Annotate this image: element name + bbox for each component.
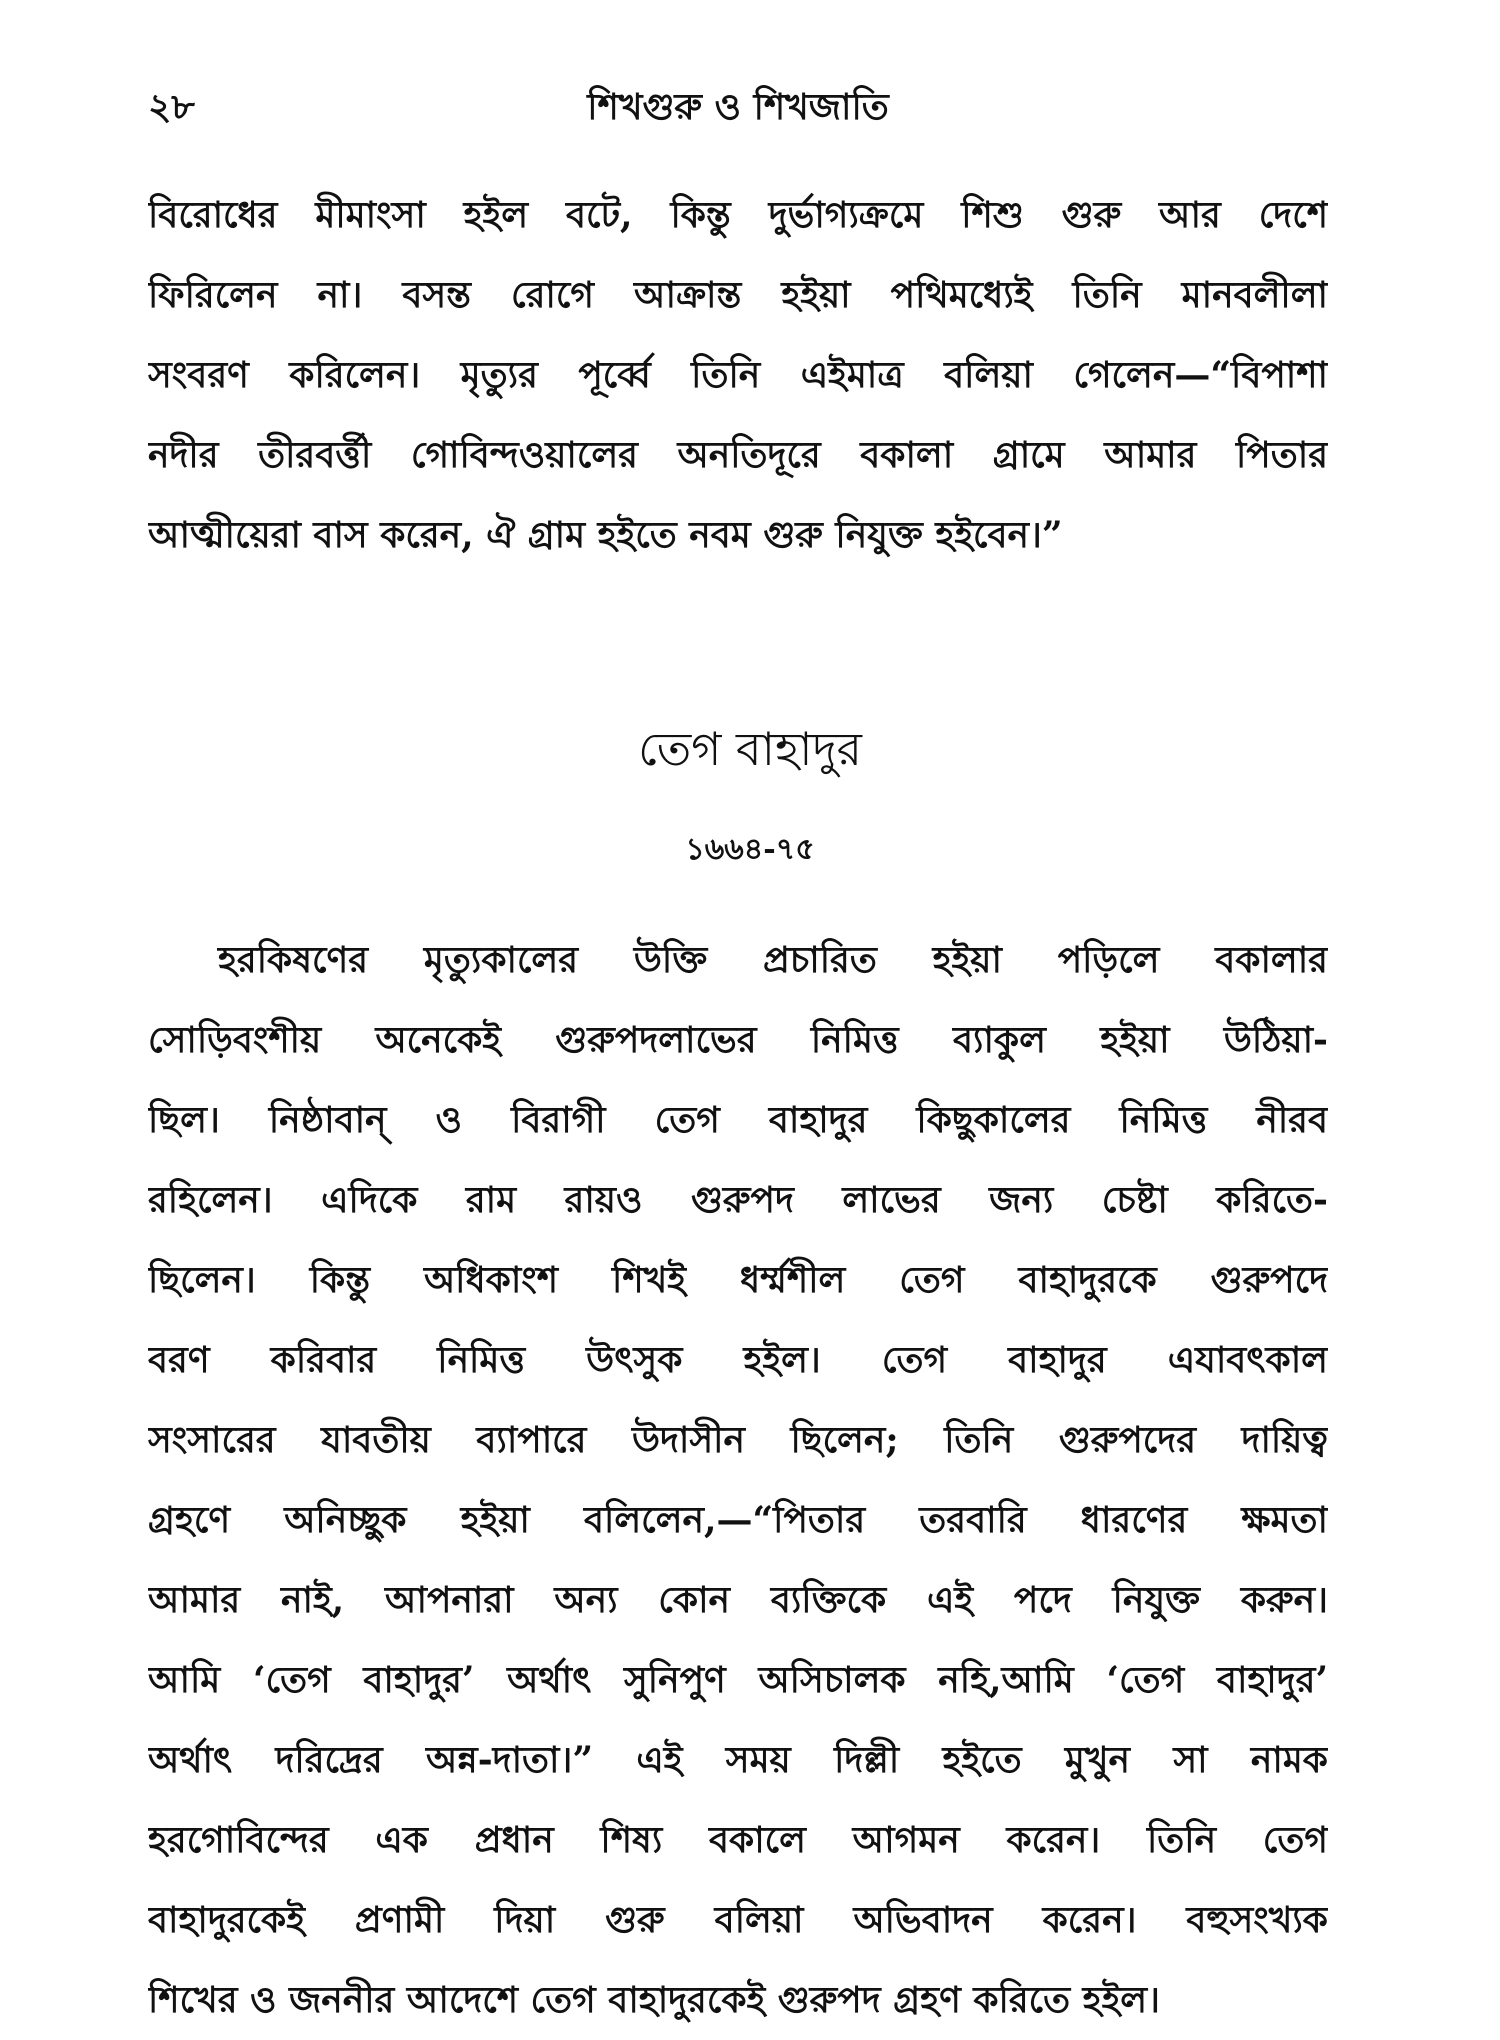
text-line: ফিরিলেন না। বসন্ত রোগে আক্রান্ত হইয়া পথিমধ্যেই তিনি মানবলীলা — [148, 274, 1328, 316]
text-line: ছিলেন। কিন্তু অধিকাংশ শিখই ধর্ম্মশীল তেগ বাহাদুরকে গুরুপদে — [148, 1259, 1328, 1301]
text-line: গ্রহণে অনিচ্ছুক হইয়া বলিলেন,—“পিতার তরবারি ধারণের ক্ষমতা — [148, 1499, 1328, 1541]
book-title: শিখগুরু ও শিখজাতি — [587, 86, 889, 128]
text-line: হরগোবিন্দের এক প্রধান শিষ্য বকালে আগমন করেন। তিনি তেগ — [148, 1819, 1328, 1861]
text-line: সংসারের যাবতীয় ব্যাপারে উদাসীন ছিলেন; তিনি গুরুপদের দায়িত্ব — [148, 1419, 1328, 1461]
text-line: বাহাদুরকেই প্রণামী দিয়া গুরু বলিয়া অভিবাদন করেন। বহুসংখ্যক — [148, 1899, 1328, 1941]
section-years: ১৬৬৪-৭৫ — [685, 832, 815, 867]
text-line: সোড়িবংশীয় অনেকেই গুরুপদলাভের নিমিত্ত ব্যাকুল হইয়া উঠিয়া- — [148, 1019, 1328, 1061]
paragraph-continued — [148, 175, 1328, 575]
text-line: আত্মীয়েরা বাস করেন, ঐ গ্রাম হইতে নবম গুরু নিযুক্ত হইবেন।” — [148, 514, 1063, 556]
section-title: তেগ বাহাদুর — [638, 722, 862, 776]
text-line: রহিলেন। এদিকে রাম রায়ও গুরুপদ লাভের জন্য চেষ্টা করিতে- — [148, 1179, 1328, 1221]
text-line: অর্থাৎ দরিদ্রের অন্ন-দাতা।” এই সময় দিল্লী হইতে মুখুন সা নামক — [148, 1739, 1328, 1781]
running-head — [148, 80, 1328, 140]
text-line: আমি ‘তেগ বাহাদুর’ অর্থাৎ সুনিপুণ অসিচালক নহি,আমি ‘তেগ বাহাদুর’ — [148, 1659, 1328, 1701]
text-line: ছিল। নিষ্ঠাবান্ ও বিরাগী তেগ বাহাদুর কিছুকালের নিমিত্ত নীরব — [148, 1099, 1328, 1141]
text-line: নদীর তীরবর্ত্তী গোবিন্দওয়ালের অনতিদূরে বকালা গ্রামে আমার পিতার — [148, 434, 1328, 476]
text-line: সংবরণ করিলেন। মৃত্যুর পূর্ব্বে তিনি এইমাত্র বলিয়া গেলেন—“বিপাশা — [148, 354, 1328, 396]
text-line: বরণ করিবার নিমিত্ত উৎসুক হইল। তেগ বাহাদুর এযাবৎকাল — [148, 1339, 1328, 1381]
text-line: হরকিষণের মৃত্যুকালের উক্তি প্রচারিত হইয়া পড়িলে বকালার — [218, 939, 1328, 981]
text-line: বিরোধের মীমাংসা হইল বটে, কিন্তু দুর্ভাগ্যক্রমে শিশু গুরু আর দেশে — [148, 194, 1328, 236]
text-line: আমার নাই, আপনারা অন্য কোন ব্যক্তিকে এই পদে নিযুক্ত করুন। — [148, 1579, 1328, 1621]
text-line: শিখের ও জননীর আদেশে তেগ বাহাদুরকেই গুরুপদ গ্রহণ করিতে হইল। — [148, 1979, 1161, 2021]
page-number: ২৮ — [148, 86, 195, 128]
paragraph-body — [148, 920, 1328, 2040]
